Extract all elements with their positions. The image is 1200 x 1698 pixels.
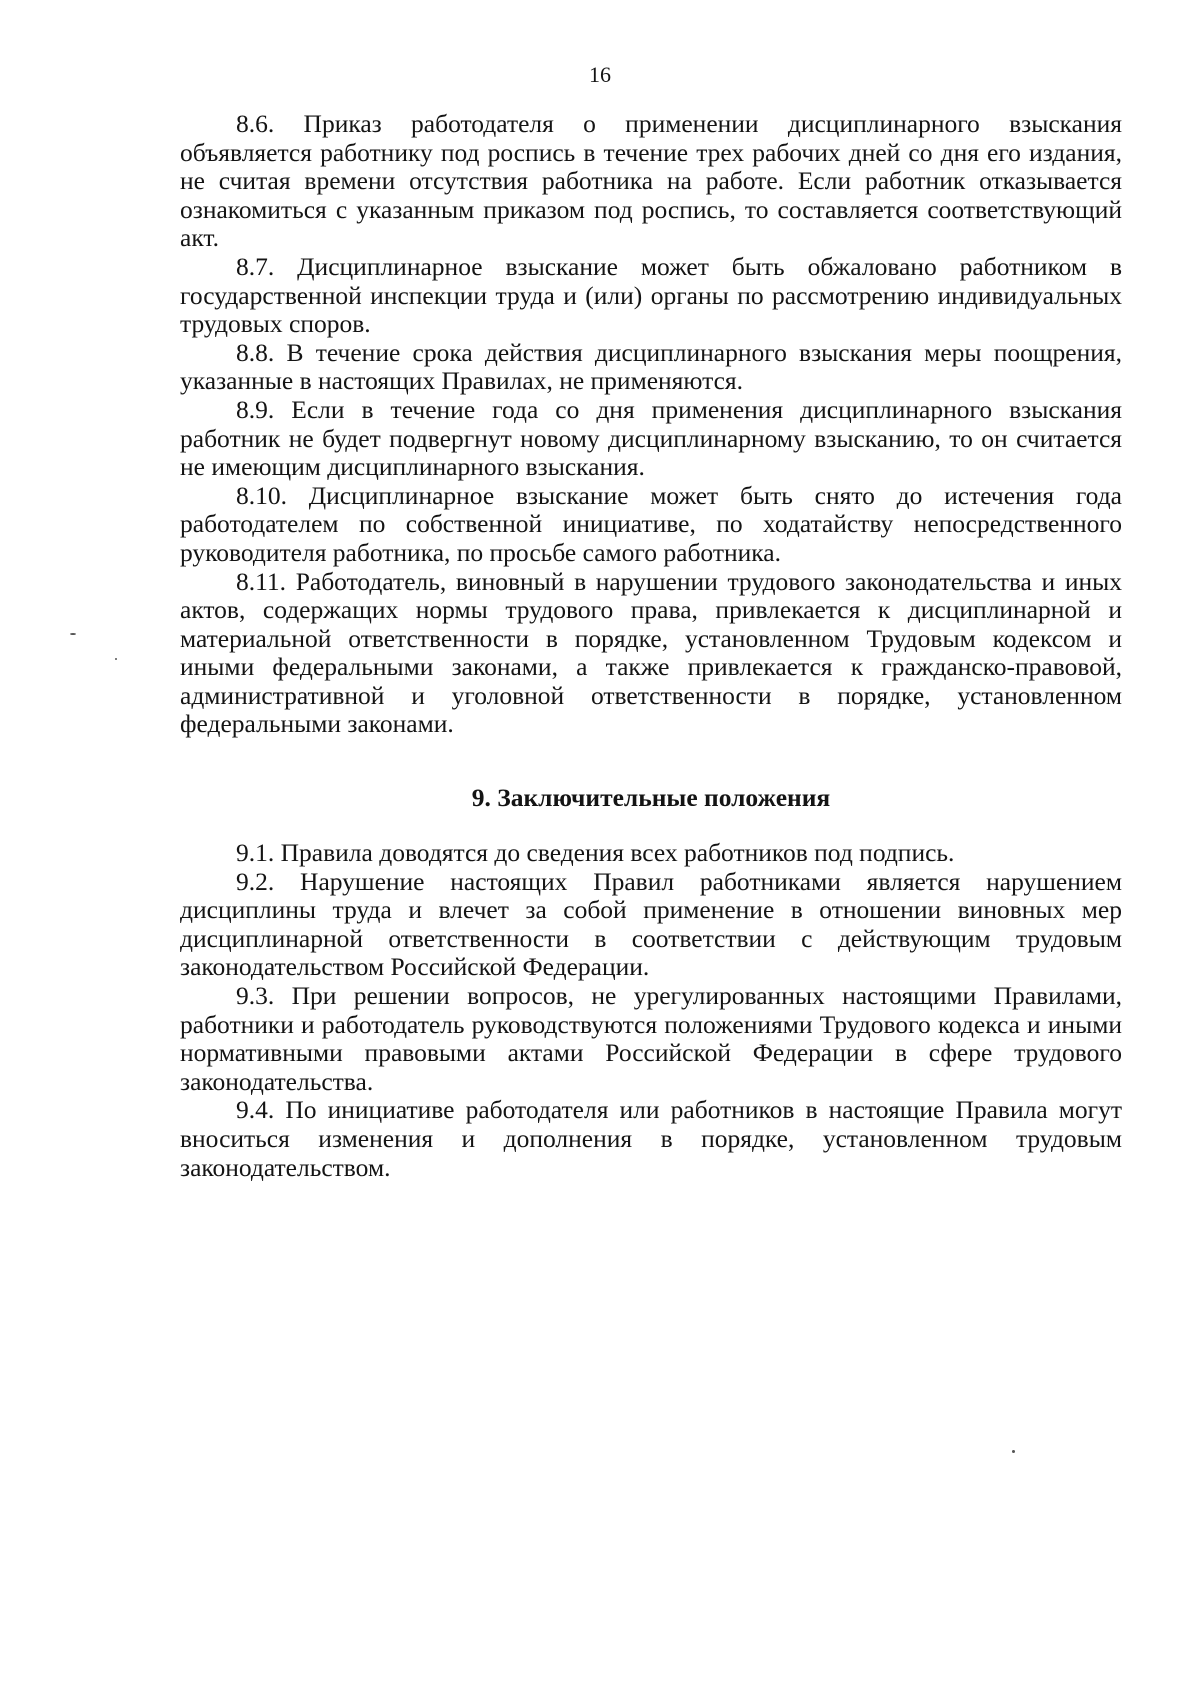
paragraph-8-9: 8.9. Если в течение года со дня применения дисциплинарного взыскания работник не будет подвергнут новому дисциплинарному взысканию, то он считается не имеющим дисциплинарного взыскания. bbox=[180, 394, 1122, 482]
paragraph-8-8: 8.8. В течение срока действия дисциплинарного взыскания меры поощрения, указанные в настоящих Правилах, не применяются. bbox=[180, 337, 1122, 396]
document-body bbox=[180, 110, 1122, 1182]
paragraph-9-2: 9.2. Нарушение настоящих Правил работниками является нарушением дисциплины труда и влечет за собой применение в отношении виновных мер дисциплинарной ответственности в соответствии с действующим трудовым законодательством Российской Федерации. bbox=[180, 866, 1122, 982]
paragraph-8-7: 8.7. Дисциплинарное взыскание может быть обжаловано работником в государственной инспекции труда и (или) органы по рассмотрению индивидуальных трудовых споров. bbox=[180, 251, 1122, 339]
scan-speck bbox=[115, 658, 117, 660]
paragraph-9-3: 9.3. При решении вопросов, не урегулированных настоящими Правилами, работники и работодатель руководствуются положениями Трудового кодекса и иными нормативными правовыми актами Российской Федерации в сфере трудового законодательства. bbox=[180, 981, 1122, 1096]
paragraph-8-10: 8.10. Дисциплинарное взыскание может быть снято до истечения года работодателем по собственной инициативе, по ходатайству непосредственного руководителя работника, по просьбе самого работника. bbox=[180, 480, 1122, 567]
paragraph-9-4: 9.4. По инициативе работодателя или работников в настоящие Правила могут вноситься изменения и дополнения в порядке, установленном трудовым законодательством. bbox=[180, 1095, 1122, 1182]
paragraph-8-11: 8.11. Работодатель, виновный в нарушении трудового законодательства и иных актов, содержащих нормы трудового права, привлекается к дисциплинарной и материальной ответственности в порядке, установленном Трудовым кодексом и иными федеральными законами, а также привлекается к гражданско-правовой, административной и уголовной ответственности в порядке, установленном федеральными законами. bbox=[180, 566, 1122, 739]
paragraph-9-1: 9.1. Правила доводятся до сведения всех работников под подпись. bbox=[236, 838, 955, 868]
paragraph-8-6: 8.6. Приказ работодателя о применении дисциплинарного взыскания объявляется работнику под роспись в течение трех рабочих дней со дня его издания, не считая времени отсутствия работника на работе. Если работник отказывается ознакомиться с указанным приказом под роспись, то составляется соответствующий акт. bbox=[180, 109, 1122, 253]
section-9-title: 9. Заключительные положения bbox=[471, 783, 831, 813]
scan-speck bbox=[70, 633, 76, 635]
page-number: 16 bbox=[589, 62, 611, 87]
scan-speck bbox=[1012, 1450, 1015, 1453]
